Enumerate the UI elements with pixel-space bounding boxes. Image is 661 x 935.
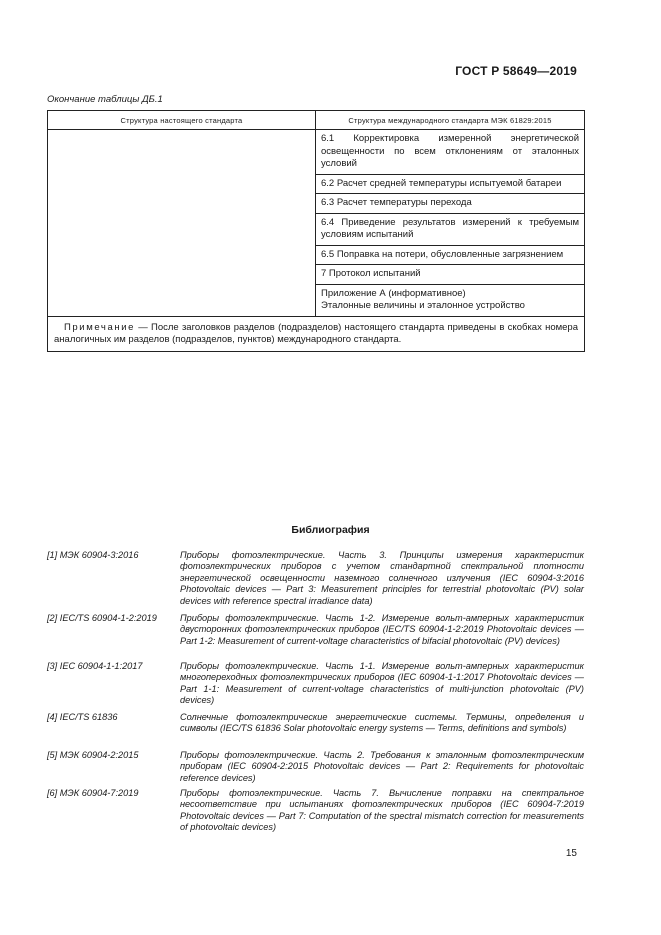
bibliography-ref: [4] IEC/TS 61836 — [47, 712, 118, 722]
bibliography-text: Приборы фотоэлектрические. Часть 1-2. Измерение вольт-амперных характеристик двусторонних фотоэлектрических приборов (IEC/TS 60904-1-2:2019 Photovoltaic devices — Part 1-2: Measurement of current-voltage characteristics of bifacial photovoltaic (PV) devices) — [180, 613, 584, 646]
bibliography-text: Приборы фотоэлектрические. Часть 1-1. Измерение вольт-амперных характеристик многопереходных фотоэлектрических приборов (IEC 60904-1-1:2017 Photovoltaic devices — Part 1-1: Measurement of current-voltage characteristics of multi-junction photovoltaic (PV) devices) — [180, 661, 584, 706]
bibliography-ref: [5] МЭК 60904-2:2015 — [47, 750, 139, 760]
correspondence-table — [47, 110, 585, 352]
table-cell-empty — [48, 130, 316, 317]
table-cell: 6.1 Корректировка измеренной энергетической освещенности по всем отклонениям от эталонных условий — [316, 130, 585, 175]
bibliography-ref: [3] IEC 60904-1-1:2017 — [47, 661, 143, 671]
bibliography-text: Приборы фотоэлектрические. Часть 7. Вычисление поправки на спектральное несоответствие при испытаниях фотоэлектрических приборов (IEC 60904-7:2019 Photovoltaic devices — Part 7: Computation of the spectral mismatch correction for measurements of photovoltaic devices) — [180, 788, 584, 833]
table-note — [48, 316, 585, 351]
table-note-row — [48, 316, 585, 351]
bibliography-text: Приборы фотоэлектрические. Часть 2. Требования к эталонным фотоэлектрическим приборам (IEC 60904-2:2015 Photovoltaic devices — Part 2: Requirements for photovoltaic reference devices) — [180, 750, 584, 783]
table-header-row — [48, 111, 585, 130]
table-cell: 6.3 Расчет температуры перехода — [316, 194, 585, 214]
table-caption: Окончание таблицы ДБ.1 — [47, 94, 163, 105]
table-cell: 6.2 Расчет средней температуры испытуемой батареи — [316, 174, 585, 194]
bibliography-text: Приборы фотоэлектрические. Часть 3. Принципы измерения характеристик фотоэлектрических приборов с учетом стандартной спектральной плотности энергетической освещенности наземного солнечного излучения (IEC 60904-3:2016 Photovoltaic devices — Part 3: Measurement principles for terrestrial photovoltaic (PV) solar devices with reference spectral irradiance data) — [180, 550, 584, 606]
bibliography-ref: [2] IEC/TS 60904-1-2:2019 — [47, 613, 157, 623]
bibliography-ref: [1] МЭК 60904-3:2016 — [47, 550, 139, 560]
note-label: Примечание — [64, 321, 135, 333]
bibliography-entry — [47, 712, 584, 735]
table-cell: 7 Протокол испытаний — [316, 265, 585, 285]
table-cell — [316, 284, 585, 316]
appendix-title: Эталонные величины и эталонное устройство — [321, 300, 525, 311]
table-cell: 6.4 Приведение результатов измерений к требуемым условиям испытаний — [316, 213, 585, 245]
bibliography-entry — [47, 750, 584, 784]
table-row — [48, 130, 585, 175]
bibliography-title: Библиография — [291, 524, 370, 536]
bibliography-ref: [6] МЭК 60904-7:2019 — [47, 788, 139, 798]
table-cell: 6.5 Поправка на потери, обусловленные загрязнением — [316, 245, 585, 265]
note-text: — После заголовков разделов (подразделов) настоящего стандарта приведены в скобках номера аналогичных им разделов (подразделов, пунктов) международного стандарта. — [54, 321, 578, 345]
bibliography-entry — [47, 550, 584, 607]
bibliography-entry — [47, 613, 584, 647]
appendix-line: Приложение А (информативное) — [321, 287, 466, 299]
bibliography-text: Солнечные фотоэлектрические энергетические системы. Термины, определения и символы (IEC/TS 61836 Solar photovoltaic energy systems — Terms, definitions and symbols) — [180, 712, 584, 734]
col-header-international: Структура международного стандарта МЭК 61829:2015 — [316, 111, 585, 130]
bibliography-entry — [47, 661, 584, 707]
document-code: ГОСТ Р 58649—2019 — [455, 64, 577, 78]
col-header-national: Структура настоящего стандарта — [48, 111, 316, 130]
bibliography-entry — [47, 788, 584, 834]
page-number: 15 — [565, 848, 577, 859]
